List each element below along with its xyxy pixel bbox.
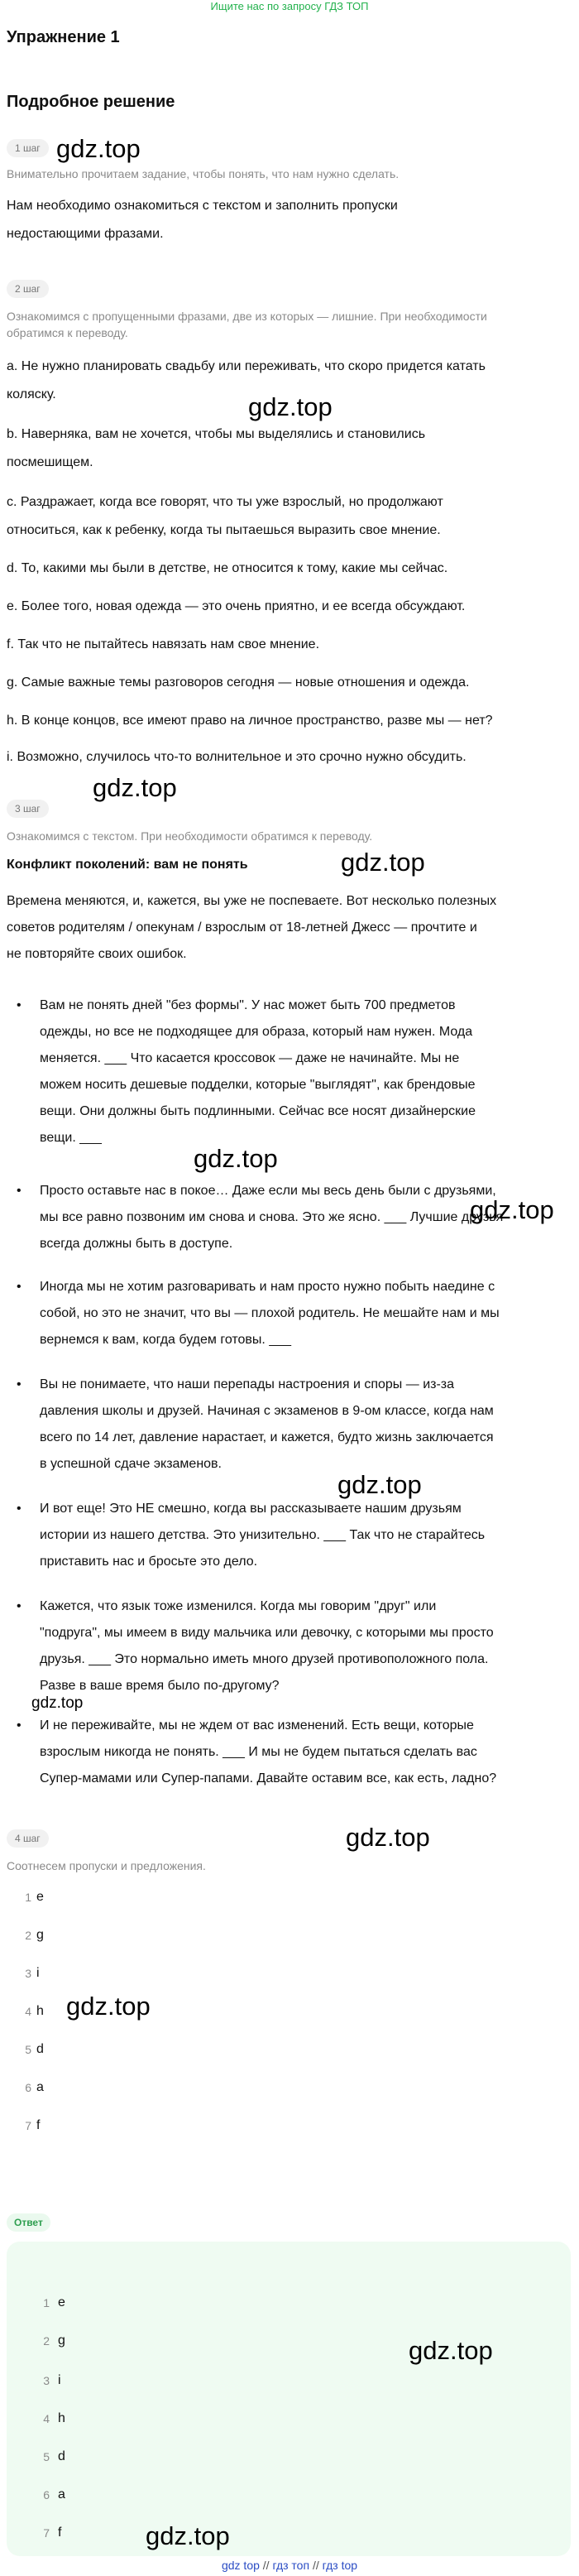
bullet-line: "подруга", мы имеем в виду мальчика или девочку, с которыми мы просто bbox=[40, 1626, 494, 1640]
page-title: Упражнение 1 bbox=[7, 28, 120, 46]
match-number: 5 bbox=[25, 2043, 31, 2056]
match-letter: g bbox=[36, 1928, 44, 1942]
step-badge-3: 3 шаг bbox=[7, 800, 49, 818]
bullet-line: взрослым никогда не понять. ___ И мы не будем пытаться сделать вас bbox=[40, 1745, 477, 1759]
phrase-item: посмешищем. bbox=[7, 455, 93, 469]
footer-link[interactable]: gdz top bbox=[221, 2559, 260, 2572]
bullet-line: Разве в ваше время было по-другому? bbox=[40, 1679, 280, 1693]
answer-letter: i bbox=[58, 2373, 61, 2387]
answer-number: 5 bbox=[43, 2450, 50, 2463]
phrase-item: i. Возможно, случилось что-то волнительное и это срочно нужно обсудить. bbox=[7, 750, 467, 764]
bullet-line: вещи. Они должны быть подлинными. Сейчас все носят дизайнерские bbox=[40, 1104, 476, 1118]
watermark: gdz.top bbox=[248, 392, 333, 421]
phrase-item: f. Так что не пытайтесь навязать нам свое мнение. bbox=[7, 637, 320, 651]
answer-letter: g bbox=[58, 2333, 65, 2348]
bullet-line: приставить нас и бросьте это дело. bbox=[40, 1555, 258, 1569]
bullet-line: мы все равно позвоним им снова и снова. Это же ясно. ___ Лучшие друзья bbox=[40, 1210, 504, 1224]
phrase-item: a. He нужно планировать свадьбу или переживать, что скоро придется катать bbox=[7, 359, 486, 373]
watermark: gdz.top bbox=[93, 773, 177, 802]
answer-number: 2 bbox=[43, 2334, 50, 2348]
bullet-line: всегда должны быть в доступе. bbox=[40, 1237, 233, 1251]
step-text-line: недостающими фразами. bbox=[7, 227, 164, 241]
phrase-item: коляску. bbox=[7, 387, 56, 401]
intro-line: не повторяйте своих ошибок. bbox=[7, 947, 187, 961]
bullet-line: истории из нашего детства. Это унизительно. ___ Так что не старайтесь bbox=[40, 1528, 486, 1542]
match-letter: e bbox=[36, 1890, 44, 1904]
bullet-line: всего по 14 лет, давление нарастает, и кажется, будто жизнь заключается bbox=[40, 1430, 494, 1444]
match-number: 1 bbox=[25, 1891, 31, 1904]
bullet-line: в успешной сдаче экзаменов. bbox=[40, 1457, 222, 1471]
answer-number: 4 bbox=[43, 2412, 50, 2425]
watermark: gdz.top bbox=[56, 134, 141, 163]
answer-letter: f bbox=[58, 2526, 62, 2540]
answer-letter: a bbox=[58, 2487, 65, 2502]
phrase-item: c. Раздражает, когда все говорят, что ты уже взрослый, но продолжают bbox=[7, 495, 443, 509]
match-letter: a bbox=[36, 2080, 44, 2094]
bullet-line: вернемся к вам, когда будем готовы. ___ bbox=[40, 1333, 292, 1347]
phrase-item: b. Наверняка, вам не хочется, чтобы мы выделялись и становились bbox=[7, 427, 426, 441]
bullet-dot: • bbox=[17, 1502, 22, 1516]
step-text-line: Нам необходимо ознакомиться с текстом и заполнить пропуски bbox=[7, 199, 398, 213]
phrase-item: e. Более того, новая одежда — это очень приятно, и ее всегда обсуждают. bbox=[7, 599, 466, 613]
match-letter: d bbox=[36, 2042, 44, 2056]
phrase-item: h. В конце концов, все имеют право на личное пространство, разве мы — нет? bbox=[7, 714, 493, 728]
bullet-line: Вам не понять дней "без формы". У нас может быть 700 предметов bbox=[40, 998, 456, 1012]
step-hint: Соотнесем пропуски и предложения. bbox=[7, 1859, 206, 1872]
footer-separator: // bbox=[262, 2559, 270, 2572]
bullet-line: Супер-мамами или Супер-папами. Давайте оставим все, как есть, ладно? bbox=[40, 1771, 497, 1785]
text-heading: Конфликт поколений: вам не понять bbox=[7, 858, 248, 872]
answer-letter: e bbox=[58, 2295, 65, 2309]
bullet-line: Просто оставьте нас в покое… Даже если мы весь день были с друзьями, bbox=[40, 1184, 496, 1198]
bullet-dot: • bbox=[17, 998, 22, 1012]
watermark: gdz.top bbox=[66, 1992, 151, 2021]
match-number: 4 bbox=[25, 2005, 31, 2018]
footer-links bbox=[0, 2558, 579, 2573]
bullet-line: Кажется, что язык тоже изменился. Когда мы говорим "друг" или bbox=[40, 1599, 437, 1613]
watermark: gdz.top bbox=[31, 1694, 84, 1712]
step-hint: Ознакомимся с текстом. При необходимости обратимся к переводу. bbox=[7, 829, 373, 843]
footer-separator: // bbox=[312, 2559, 319, 2572]
answer-letter: d bbox=[58, 2449, 65, 2463]
match-letter: f bbox=[36, 2118, 41, 2132]
intro-line: советов родителям / опекунам / взрослым от 18-летней Джесс — прочтите и bbox=[7, 920, 477, 935]
bullet-line: Вы не понимаете, что наши перепады настроения и споры — из-за bbox=[40, 1377, 455, 1391]
footer-link[interactable]: гдз top bbox=[322, 2559, 358, 2572]
step-hint: обратимся к переводу. bbox=[7, 326, 128, 339]
match-letter: i bbox=[36, 1966, 40, 1980]
step-badge-2: 2 шаг bbox=[7, 280, 49, 298]
answer-badge: Ответ bbox=[7, 2213, 50, 2232]
phrase-item: относиться, как к ребенку, когда ты пытаешься выразить свое мнение. bbox=[7, 523, 441, 537]
top-banner[interactable]: Ищите нас по запросу ГДЗ ТОП bbox=[210, 0, 369, 12]
phrase-item: d. То, какими мы были в детстве, не относится к тому, какие мы сейчас. bbox=[7, 561, 448, 575]
watermark: gdz.top bbox=[341, 848, 425, 877]
match-letter: h bbox=[36, 2004, 44, 2018]
match-number: 3 bbox=[25, 1967, 31, 1980]
footer-link[interactable]: гдз топ bbox=[272, 2559, 310, 2572]
watermark: gdz.top bbox=[194, 1144, 278, 1173]
answer-letter: h bbox=[58, 2411, 65, 2425]
bullet-dot: • bbox=[17, 1280, 22, 1294]
match-number: 7 bbox=[25, 2119, 31, 2132]
phrase-item: g. Самые важные темы разговоров сегодня — новые отношения и одежда. bbox=[7, 675, 470, 690]
step-hint: Ознакомимся с пропущенными фразами, две из которых — лишние. При необходимости bbox=[7, 310, 487, 323]
watermark: gdz.top bbox=[409, 2336, 493, 2365]
bullet-line: собой, но это не значит, что вы — плохой родитель. Не мешайте нам и мы bbox=[40, 1306, 500, 1320]
bullet-dot: • bbox=[17, 1599, 22, 1613]
bullet-line: И не переживайте, мы не ждем от вас изменений. Есть вещи, которые bbox=[40, 1718, 474, 1733]
step-badge-4: 4 шаг bbox=[7, 1829, 49, 1848]
watermark: gdz.top bbox=[337, 1470, 422, 1499]
watermark: gdz.top bbox=[346, 1823, 430, 1852]
intro-line: Времена меняются, и, кажется, вы уже не поспеваете. Вот несколько полезных bbox=[7, 894, 497, 908]
bullet-dot: • bbox=[17, 1184, 22, 1198]
answer-box bbox=[7, 2242, 571, 2556]
watermark: gdz.top bbox=[146, 2521, 230, 2550]
match-number: 2 bbox=[25, 1929, 31, 1942]
bullet-line: давления школы и друзей. Начиная с экзаменов в 9-ом классе, когда нам bbox=[40, 1404, 494, 1418]
bullet-line: одежды, но все не подходящее для образа, который нам нужен. Мода bbox=[40, 1025, 473, 1039]
bullet-line: друзья. ___ Это нормально иметь много друзей противоположного пола. bbox=[40, 1652, 489, 1666]
solution-title: Подробное решение bbox=[7, 93, 175, 111]
match-number: 6 bbox=[25, 2081, 31, 2094]
step-hint: Внимательно прочитаем задание, чтобы понять, что нам нужно сделать. bbox=[7, 167, 400, 180]
answer-number: 6 bbox=[43, 2488, 50, 2502]
answer-number: 1 bbox=[43, 2296, 50, 2309]
bullet-line: можем носить дешевые подделки, которые "выглядят", как брендовые bbox=[40, 1078, 476, 1092]
answer-number: 7 bbox=[43, 2526, 50, 2540]
bullet-dot: • bbox=[17, 1718, 22, 1733]
answer-number: 3 bbox=[43, 2374, 50, 2387]
bullet-line: меняется. ___ Что касается кроссовок — даже не начинайте. Мы не bbox=[40, 1051, 460, 1065]
watermark: gdz.top bbox=[470, 1195, 554, 1224]
bullet-line: Иногда мы не хотим разговаривать и нам просто нужно побыть наедине с bbox=[40, 1280, 495, 1294]
step-badge-1: 1 шаг bbox=[7, 139, 49, 157]
bullet-line: И вот еще! Это НЕ смешно, когда вы рассказываете нашим друзьям bbox=[40, 1502, 462, 1516]
bullet-dot: • bbox=[17, 1377, 22, 1391]
bullet-line: вещи. ___ bbox=[40, 1131, 102, 1145]
